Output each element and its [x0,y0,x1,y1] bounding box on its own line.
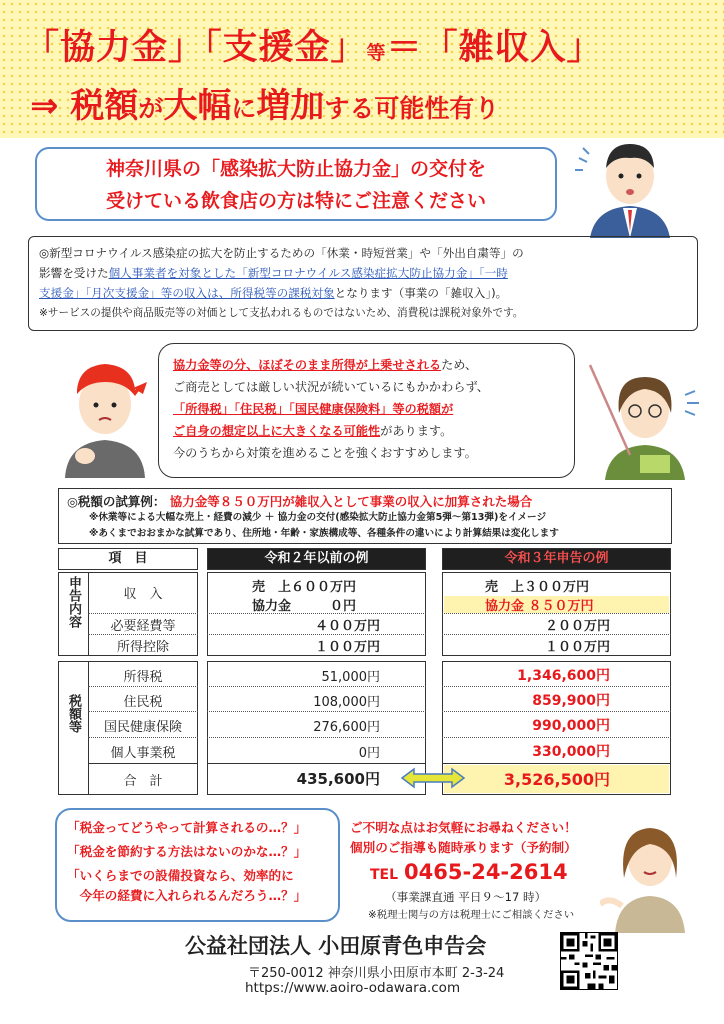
group1-label: 申告内容 [66,576,81,628]
divider [88,711,198,712]
bubble-emphasis-1: 協力金等の分、ほぼそのまま所得が上乗せされる [173,358,442,372]
header-r2: 令和２年以前の例 [207,548,426,570]
r3-income-tax: 1,346,600円 [517,668,610,684]
r2-health-insurance: 276,600円 [313,720,380,735]
r2-income-tax: 51,000円 [321,670,380,685]
bubble-line-5: 今のうちから対策を進めることを強くおすすめします。 [173,446,477,460]
r3-deduction: １００万円 [544,640,610,655]
divider [442,763,671,764]
double-arrow-icon [400,767,466,789]
r3-health-insurance: 990,000円 [532,718,610,734]
business-tax-label: 個人事業税 [110,746,176,761]
calculation-example-box [58,488,672,544]
headline-2-d: する可能性有り [324,94,500,123]
calc-title [67,492,663,510]
divider [442,634,671,635]
r2-resident-tax: 108,000円 [313,695,380,710]
r2-total: 435,600円 [296,770,380,788]
headline-2-c: 増加 [256,86,325,126]
phone-number[interactable]: 0465-24-2614 [404,860,568,884]
total-label: 合 計 [123,774,163,789]
calc-note-1: ※休業等による大幅な売上・経費の減少 ＋ 協力金の交付(感染拡大防止協力金第5弾～第13弾)をイメージ [89,512,547,523]
r3-resident-tax: 859,900円 [532,693,610,709]
resident-tax-label: 住民税 [123,695,163,710]
divider [442,686,671,687]
divider [442,711,671,712]
qr-code-icon[interactable] [560,932,618,990]
question-1: 「税金ってどうやって計算されるの…？」 [67,820,307,835]
r3-sales: 売 上３００万円 [485,580,590,595]
info-highlight-1: 個人事業者を対象とした「新型コロナウイルス感染症拡大防止協力金」「一時 [108,266,508,280]
divider [207,686,426,687]
explanation-bubble [158,343,575,478]
info-highlight-2: 支援金」「月次支援金」等の収入は、所得税等の課税対象 [39,286,335,300]
question-2: 「税金を節約する方法はないのかな…？」 [67,844,307,859]
health-insurance-label: 国民健康保険 [103,720,182,735]
info-box [28,236,698,331]
info-line-2 [39,263,687,283]
notice-box [35,147,557,221]
deduction-label: 所得控除 [116,640,169,655]
phone[interactable] [370,860,568,884]
divider [88,737,198,738]
contact-line-1: ご不明な点はお気軽にお尋ねください！ [350,820,577,835]
notice-line-2: 受けている飲食店の方は特にご注意ください [105,190,486,212]
headline-2-sm1: が [138,94,164,123]
headline-1 [24,20,714,74]
calc-note-2: ※あくまでおおまかな試算であり、住所地・年齢・家族構成等、各種条件の違いにより計算結果は変化します [89,528,559,539]
businessman-illustration [575,128,685,238]
divider [88,763,198,764]
worried-worker-illustration [55,348,155,478]
info-text-end: となります（事業の「雑収入」)。 [334,286,508,300]
headline-1-b: ＝「雑収入」 [386,28,603,68]
headline-2-sm2: に [231,94,257,123]
group-declaration [64,576,82,654]
teacher-illustration [585,355,705,480]
headline-2-a: ⇒ 税額 [30,86,139,126]
receptionist-illustration [600,808,700,933]
headline-2 [30,78,710,130]
group2-label: 税額等 [66,694,81,733]
headline-2-b: 大幅 [163,86,232,126]
header-item: 項 目 [58,548,198,570]
bubble-line-1 [173,354,560,376]
office-hours: （事業課直通 平日９～17 時） [385,890,547,904]
r2-coop: 協力金 ０円 [252,599,357,614]
question-3a: 「いくらまでの設備投資なら、効率的に [67,868,294,883]
organization-address: 〒250-0012 神奈川県小田原市本町 2-3-24 [248,966,505,981]
info-note: ※サービスの提供や商品販売等の対価として支払われるものではないため、消費税は課税対象外です。 [39,307,524,319]
r3-total: 3,526,500円 [503,770,610,789]
info-line-1: ◎新型コロナウイルス感染症の拡大を防止するための「休業・時短営業」や「外出自粛等」の [39,246,524,260]
group-tax [64,694,82,764]
contact-line-2: 個別のご指導も随時承ります（予約制） [350,840,577,855]
header-banner [0,0,724,138]
divider [207,634,426,635]
bubble-text-4: があります。 [380,424,453,438]
tax-accountant-note: ※税理士関与の方は税理士にご相談ください [368,909,575,921]
r2-deduction: １００万円 [314,640,380,655]
r3-coop: 協力金 ８５０万円 [485,599,594,614]
question-3b: 今年の経費に入れられるんだろう…？」 [67,888,307,903]
divider [88,634,198,635]
r3-expense: ２００万円 [544,619,610,634]
header-r3: 令和３年申告の例 [442,548,671,570]
info-line-3 [39,283,687,303]
organization-url[interactable]: https://www.aoiro-odawara.com [245,980,461,996]
expense-label: 必要経費等 [110,619,176,634]
income-label: 収 入 [123,587,163,602]
income-tax-label: 所得税 [123,670,163,685]
calc-title-label: ◎税額の試算例： [67,494,166,509]
contact-text [350,818,600,858]
r2-sales: 売 上６００万円 [252,580,357,595]
notice-line-1: 神奈川県の「感染拡大防止協力金」の交付を [105,158,486,180]
info-text: 影響を受けた [39,266,109,280]
r2-business-tax: 0円 [358,746,380,761]
r2-expense: ４００万円 [314,619,380,634]
divider [207,711,426,712]
bubble-line-3 [173,398,560,420]
r3-business-tax: 330,000円 [532,744,610,760]
divider [442,737,671,738]
bubble-line-4 [173,420,560,442]
calc-title-condition: 協力金等８５０万円が雑収入として事業の収入に加算された場合 [169,494,533,509]
bubble-text-1: ため、 [441,358,478,372]
bubble-emphasis-3: 「所得税」「住民税」「国民健康保険料」等の税額が [173,402,454,416]
questions-bubble [55,808,340,922]
tel-label: TEL [370,867,399,883]
headline-1-a: 「協力金」「支援金」 [24,28,367,68]
divider [88,613,198,614]
divider [207,737,426,738]
headline-1-small: 等 [366,42,387,64]
divider [207,763,426,764]
bubble-line-2: ご商売としては厳しい状況が続いているにもかかわらず、 [173,380,489,394]
organization-name: 公益社団法人 小田原青色申告会 [185,934,487,958]
bubble-emphasis-4: ご自身の想定以上に大きくなる可能性 [173,424,381,438]
divider [88,686,198,687]
